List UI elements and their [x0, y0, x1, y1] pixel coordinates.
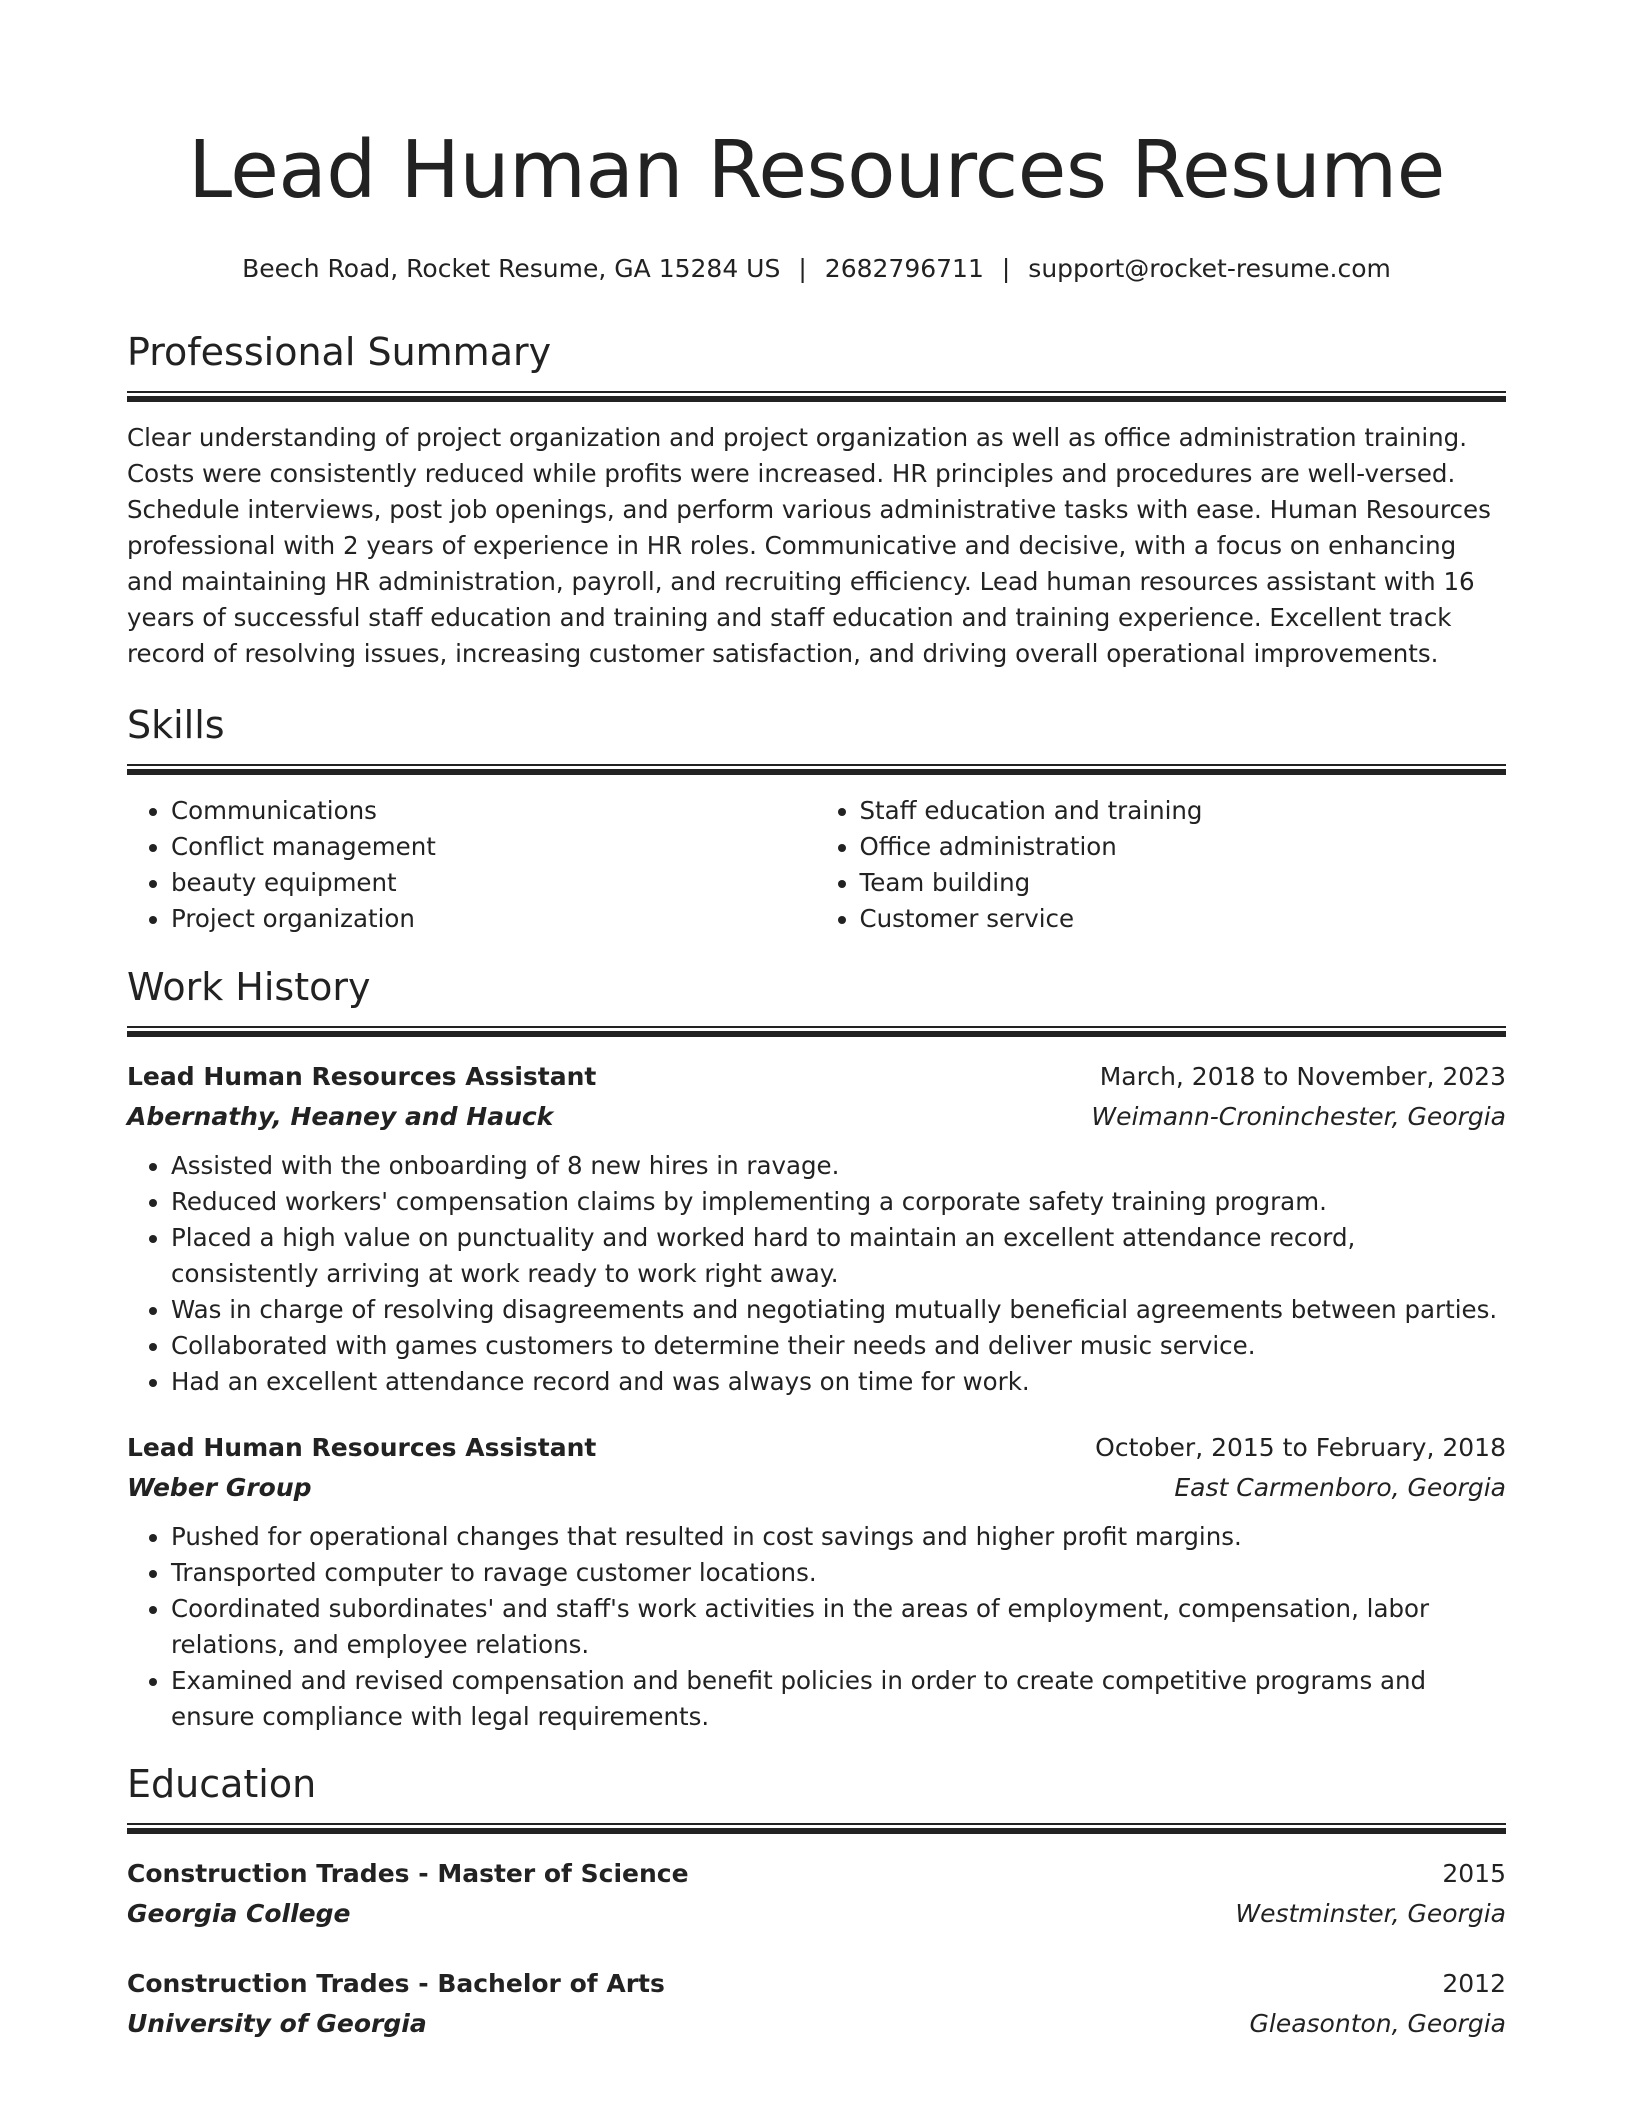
job-company: Weber Group: [127, 1473, 312, 1502]
section-divider: [127, 391, 1506, 402]
section-divider: [127, 764, 1506, 775]
education-header-row: [127, 1854, 1506, 1894]
job-company: Abernathy, Heaney and Hauck: [127, 1102, 554, 1131]
job-company-row: [127, 1097, 1506, 1137]
job-bullet: • Collaborated with games customers to determine their needs and deliver music service.: [171, 1328, 1506, 1364]
skill-item: • Office administration: [860, 829, 1507, 865]
job-dates: October, 2015 to February, 2018: [1095, 1433, 1506, 1462]
contact-email: support@rocket-resume.com: [1028, 254, 1391, 283]
education-school-row: [127, 1894, 1506, 1934]
section-title-summary: Professional Summary: [127, 330, 552, 374]
job-bullet: • Transported computer to ravage customer locations.: [171, 1555, 1506, 1591]
education-degree: Construction Trades - Bachelor of Arts: [127, 1969, 665, 1998]
skills-columns: [127, 793, 1506, 937]
job-title: Lead Human Resources Assistant: [127, 1433, 597, 1462]
job-header-row: [127, 1428, 1506, 1468]
section-title-skills: Skills: [127, 703, 225, 747]
education-year: 2012: [1442, 1969, 1506, 1998]
education-school-row: [127, 2004, 1506, 2044]
job-bullet: • Examined and revised compensation and benefit policies in order to create competitive programs and ensure compliance with legal requirements.: [171, 1663, 1506, 1735]
contact-separator: |: [798, 254, 807, 283]
education-location: Gleasonton, Georgia: [1249, 2009, 1506, 2038]
skill-item: • Conflict management: [171, 829, 818, 865]
job-bullet: • Placed a high value on punctuality and worked hard to maintain an excellent attendance record, consistently arriving at work ready to work right away.: [171, 1220, 1506, 1292]
job-company-row: [127, 1468, 1506, 1508]
skills-list-right: [818, 793, 1507, 937]
skill-item: • Staff education and training: [860, 793, 1507, 829]
summary-text: Clear understanding of project organization and project organization as well as office administration training. Costs were consistently reduced while profits were increased. HR principles and procedures are well-versed. Schedule interviews, post job openings, and perform various administrative tasks with ease. Human Resources professional with 2 years of experience in HR roles. Communicative and decisive, with a focus on enhancing and maintaining HR administration, payroll, and recruiting efficiency. Lead human resources assistant with 16 years of successful staff education and training and staff education and training experience. Excellent track record of resolving issues, increasing customer satisfaction, and driving overall operational improvements.: [127, 423, 1491, 668]
skill-item: • beauty equipment: [171, 865, 818, 901]
skill-item: • Project organization: [171, 901, 818, 937]
job-bullets: [127, 1148, 1506, 1400]
job-dates: March, 2018 to November, 2023: [1099, 1062, 1506, 1091]
education-entry: [127, 1964, 1506, 2044]
education-school: University of Georgia: [127, 2009, 427, 2038]
education-section: [127, 1761, 1506, 2044]
section-title-work-history: Work History: [127, 965, 371, 1009]
job-location: East Carmenboro, Georgia: [1174, 1473, 1506, 1502]
skill-item: • Team building: [860, 865, 1507, 901]
job-location: Weimann-Croninchester, Georgia: [1091, 1102, 1506, 1131]
skills-list-left: [127, 793, 818, 937]
job-bullet: • Had an excellent attendance record and was always on time for work.: [171, 1364, 1506, 1400]
job-bullets: [127, 1519, 1506, 1735]
job-title: Lead Human Resources Assistant: [127, 1062, 597, 1091]
resume-title: Lead Human Resources Resume: [188, 124, 1445, 216]
contact-separator: |: [1001, 254, 1011, 283]
contact-line: [127, 254, 1506, 284]
section-title-education: Education: [127, 1762, 317, 1806]
job-bullet: • Assisted with the onboarding of 8 new hires in ravage.: [171, 1148, 1506, 1184]
section-divider: [127, 1026, 1506, 1037]
work-history-section: [127, 964, 1506, 1735]
job-bullet: • Coordinated subordinates' and staff's work activities in the areas of employment, compensation, labor relations, and employee relations.: [171, 1591, 1506, 1663]
education-entry: [127, 1854, 1506, 1934]
job-entry: [127, 1057, 1506, 1400]
job-bullet: • Was in charge of resolving disagreements and negotiating mutually beneficial agreements between parties.: [171, 1292, 1506, 1328]
skills-section: [127, 702, 1506, 937]
contact-phone: 2682796711: [824, 254, 984, 283]
summary-section: [127, 329, 1506, 672]
section-divider: [127, 1823, 1506, 1834]
education-location: Westminster, Georgia: [1235, 1899, 1506, 1928]
job-header-row: [127, 1057, 1506, 1097]
education-school: Georgia College: [127, 1899, 351, 1928]
education-header-row: [127, 1964, 1506, 2004]
education-year: 2015: [1442, 1859, 1506, 1888]
skill-item: • Communications: [171, 793, 818, 829]
education-degree: Construction Trades - Master of Science: [127, 1859, 689, 1888]
job-bullet: • Pushed for operational changes that resulted in cost savings and higher profit margins.: [171, 1519, 1506, 1555]
job-bullet: • Reduced workers' compensation claims by implementing a corporate safety training program.: [171, 1184, 1506, 1220]
job-entry: [127, 1428, 1506, 1735]
contact-address: Beech Road, Rocket Resume, GA 15284 US: [242, 254, 781, 283]
skill-item: • Customer service: [860, 901, 1507, 937]
